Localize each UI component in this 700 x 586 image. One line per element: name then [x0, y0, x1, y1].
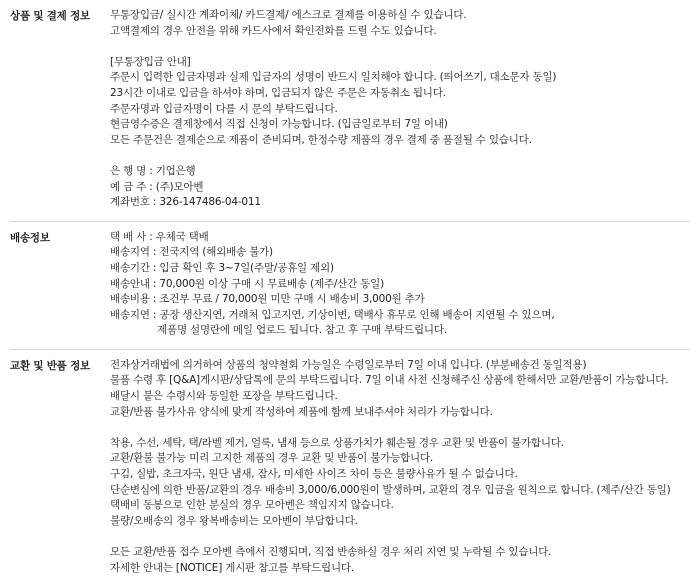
- text-line: 교환/환불 불가능 미리 고지한 제품의 경우 교환 및 반품이 불가능합니다.: [110, 452, 434, 465]
- text-line: 단순변심에 의한 반품/교환의 경우 배송비 3,000/6,000원이 발생하며, 교환의 경우 입금을 원칙으로 합니다. (제주/산간 동일): [110, 483, 671, 496]
- section-shipping-info: [10, 221, 690, 349]
- text-line: 착용, 수선, 세탁, 택/라벨 제거, 얼룩, 냄새 등으로 상품가치가 훼손될 경우 교환 및 반품이 불가합니다.: [110, 436, 564, 449]
- section-body: [106, 358, 690, 576]
- text-line: 불량/오배송의 경우 왕복배송비는 모아벤이 부담합니다.: [110, 514, 358, 527]
- text-line: 물품 수령 후 [Q&A]게시판/상담톡에 문의 부탁드립니다. 7일 이내 사전 신청해주신 상품에 한해서만 교환/반품이 가능합니다.: [110, 374, 669, 387]
- text-block: [110, 436, 690, 530]
- text-block: [110, 55, 690, 149]
- bank-account-block: [110, 164, 690, 211]
- text-line: 택배비 동봉으로 인한 분실의 경우 모아벤은 책임지지 않습니다.: [110, 499, 394, 512]
- text-line: 배송비용 : 조건부 무료 / 70,000원 미만 구매 시 배송비 3,000원 추가: [110, 293, 425, 306]
- text-line: 고액결제의 경우 안전을 위해 카드사에서 확인전화를 드릴 수도 있습니다.: [110, 24, 437, 37]
- text-block: [110, 8, 690, 39]
- text-line: 제품명 설명란에 메일 업로드 됩니다. 참고 후 구매 부탁드립니다.: [110, 324, 447, 337]
- text-line: 무통장입금/ 실시간 계좌이체/ 카드결제/ 에스크로 결제를 이용하실 수 있습니다.: [110, 9, 467, 21]
- text-line: 배송지역 : 전국지역 (해외배송 불가): [110, 246, 273, 259]
- text-line: 23시간 이내로 입금을 하셔야 하며, 입금되지 않은 주문은 자동취소 됩니다.: [110, 86, 446, 99]
- text-block: [110, 230, 690, 339]
- section-body: [106, 8, 690, 211]
- text-line: 주문자명과 입금자명이 다를 시 문의 부탁드립니다.: [110, 102, 338, 115]
- text-line: 자세한 안내는 [NOTICE] 게시판 참고를 부탁드립니다.: [110, 561, 354, 574]
- text-line: 구김, 실밥, 초크자국, 원단 냄새, 잠사, 미세한 사이즈 차이 등은 불량사유가 될 수 없습니다.: [110, 468, 518, 481]
- text-line: 택 배 사 : 우체국 택배: [110, 230, 209, 243]
- account-number-line: 계좌번호 : 326-147486-04-011: [110, 196, 261, 209]
- section-title: 교환 및 반품 정보: [10, 359, 90, 372]
- text-line: [무통장입금 안내]: [110, 55, 191, 68]
- text-line: 현금영수증은 결제창에서 직접 신청이 가능합니다. (입금일로부터 7일 이내): [110, 118, 448, 131]
- text-line: 모든 교환/반품 접수 모아벤 측에서 진행되며, 직접 반송하실 경우 처리 지연 및 누락될 수 있습니다.: [110, 546, 552, 558]
- text-line: 배달시 붙은 수령시와 동일한 포장을 부탁드립니다.: [110, 390, 338, 403]
- text-line: 교환/반품 불가사유 양식에 맞게 작성하여 제품에 함께 보내주셔야 처리가 가능합니다.: [110, 405, 493, 418]
- text-line: 전자상거래법에 의거하여 상품의 청약철회 가능일은 수령일로부터 7일 이내 입니다. (부분배송건 동일적용): [110, 358, 587, 371]
- section-title: 상품 및 결제 정보: [10, 10, 90, 22]
- section-exchange-return-info: [10, 349, 690, 586]
- text-line: 주문시 입력한 입금자명과 실제 입금자의 성명이 반드시 일치해야 합니다. (띄어쓰기, 대소문자 동일): [110, 71, 557, 84]
- text-line: 모든 주문건은 결제순으로 제품이 준비되며, 한정수량 제품의 경우 결제 중 품절될 수 있습니다.: [110, 133, 532, 146]
- text-block: [110, 545, 690, 576]
- section-body: [106, 230, 690, 339]
- section-payment-info: [10, 0, 690, 221]
- text-line: 배송안내 : 70,000원 이상 구매 시 무료배송 (제주/산간 동일): [110, 277, 384, 290]
- text-block: [110, 358, 690, 420]
- section-title: 배송정보: [10, 231, 50, 244]
- text-line: 배송기간 : 입금 확인 후 3~7일(주말/공휴일 제외): [110, 261, 334, 274]
- text-line: 배송지연 : 공장 생산지연, 거래처 입고지연, 기상이변, 택배사 휴무로 인해 배송이 지연될 수 있으며,: [110, 308, 555, 321]
- account-holder-line: 예 금 주 : (주)모아벤: [110, 180, 204, 193]
- bank-name-line: 은 행 명 : 기업은행: [110, 164, 196, 177]
